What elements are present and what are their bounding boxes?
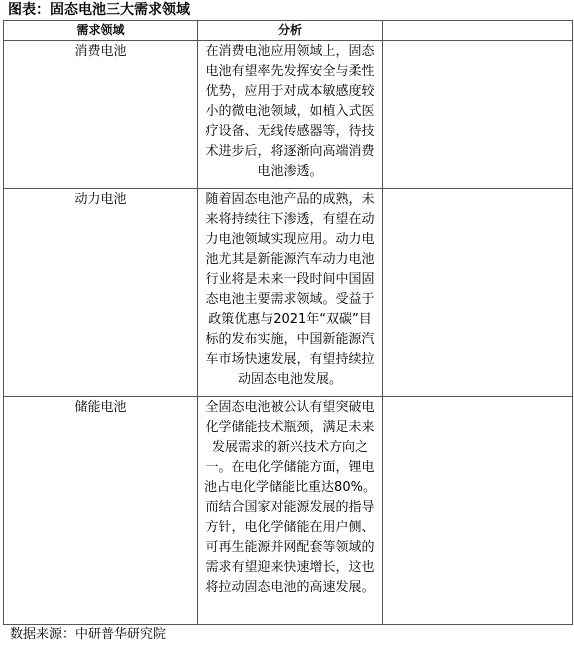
header-analysis: 分析 (198, 21, 383, 41)
table-row (4, 41, 573, 189)
row-field: 储能电池 (74, 400, 127, 415)
figure-title: 图表：固态电池三大需求领域 (8, 2, 190, 18)
demand-table (3, 20, 573, 625)
table-row (4, 189, 573, 397)
row-analysis-cell (198, 189, 383, 397)
row-analysis-cell (198, 41, 383, 189)
header-field: 需求领域 (4, 21, 198, 41)
row-analysis-cell (198, 397, 383, 625)
source-note: 数据来源：中研普华研究院 (10, 627, 167, 642)
row-field: 消费电池 (74, 44, 127, 59)
row-field-cell (4, 397, 198, 625)
row-analysis: 在消费电池应用领域上，固态电池有望率先发挥安全与柔性优势，应用于对成本敏感度较小的微电池领域，如植入式医疗设备、无线传感器等，待技术进步后，将逐渐向高端消费电池渗透。 (205, 44, 375, 179)
header-extra (383, 21, 573, 41)
row-extra-cell (383, 41, 573, 189)
row-analysis: 随着固态电池产品的成熟，未来将持续往下渗透，有望在动力电池领域实现应用。动力电池尤其是新能源汽车动力电池行业将是未来一段时间中国固态电池主要需求领域。受益于政策优惠与2021年“双碳”目标的发布实施，中国新能源汽车市场快速发展，有望持续拉动固态电池发展。 (205, 192, 375, 387)
row-field-cell (4, 189, 198, 397)
table-header-row (4, 21, 573, 41)
row-extra-cell (383, 397, 573, 625)
row-extra-cell (383, 189, 573, 397)
row-analysis: 全固态电池被公认有望突破电化学储能技术瓶颈，满足未来发展需求的新兴技术方向之一。在电化学储能方面，锂电池占电化学储能比重达80%。而结合国家对能源发展的指导方针，电化学储能在用户侧、可再生能源并网配套等领域的需求有望迎来快速增长，这也将拉动固态电池的高速发展。 (204, 400, 376, 595)
table-row (4, 397, 573, 625)
row-field: 动力电池 (74, 192, 127, 207)
row-field-cell (4, 41, 198, 189)
